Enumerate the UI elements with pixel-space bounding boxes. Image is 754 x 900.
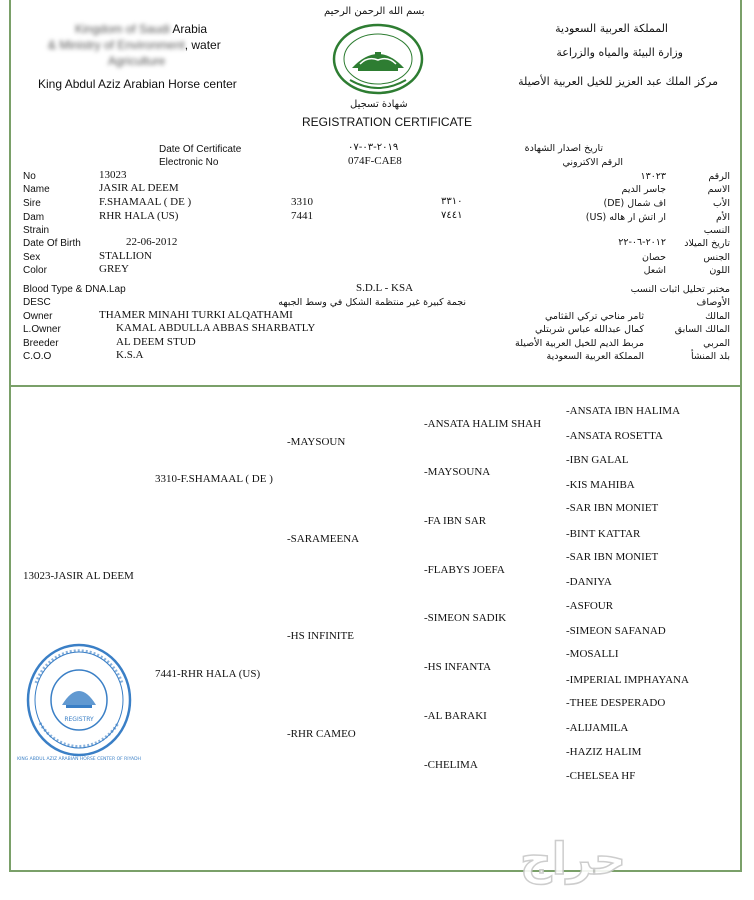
watermark-logo: حراج (520, 834, 626, 885)
owner-label-ar: المالك (705, 311, 730, 322)
pedigree-gen2: -RHR CAMEO (287, 728, 356, 740)
field-extra-dam: 7441 (291, 210, 313, 222)
pedigree-gen4: -SAR IBN MONIET (566, 551, 659, 563)
field-extra-ar-dam: ٧٤٤١ (441, 210, 463, 221)
desc-label: DESC (23, 297, 51, 308)
registry-stamp (26, 643, 132, 757)
pedigree-gen4: -IMPERIAL IMPHAYANA (566, 674, 689, 686)
field-label-ar-sex: الجنس (703, 252, 730, 263)
pedigree-gen4: -BINT KATTAR (566, 528, 641, 540)
date-label-ar: تاريخ اصدار الشهادة (524, 143, 603, 154)
pedigree-gen4: -KIS MAHIBA (566, 479, 635, 491)
pedigree-gen4: -ANSATA ROSETTA (566, 430, 663, 442)
owner-label: Owner (23, 311, 53, 322)
field-value-color: GREY (99, 263, 129, 275)
pedigree-gen3: -HS INFANTA (424, 661, 492, 673)
desc-label-ar: الأوصاف (696, 297, 730, 308)
pedigree-gen4: -ALIJAMILA (566, 722, 629, 734)
field-value-sire: F.SHAMAAL ( DE ) (99, 196, 192, 208)
header-left-line1-clear: Arabia (172, 22, 208, 36)
blood-label: Blood Type & DNA.Lap (23, 284, 126, 295)
field-label-no: No (23, 171, 36, 182)
field-label-ar-sire: الأب (712, 198, 730, 209)
pedigree-gen4: -DANIYA (566, 576, 612, 588)
electronic-label-ar: الرقم الاكتروني (562, 157, 623, 168)
electronic-value: 074F-CAE8 (348, 155, 402, 167)
field-value-ar-sex: حصان (642, 252, 666, 263)
owner-value: THAMER MINAHI TURKI ALQATHAMI (99, 309, 293, 321)
field-label-ar-name: الاسم (707, 184, 730, 195)
header-right-line1: المملكة العربية السعودية (555, 22, 668, 35)
pedigree-gen2: -MAYSOUN (287, 436, 346, 448)
breeder-value: AL DEEM STUD (116, 336, 196, 348)
pedigree-gen4: -THEE DESPERADO (566, 697, 666, 709)
date-label: Date Of Certificate (159, 144, 242, 155)
field-label-ar-dam: الأم (716, 212, 730, 223)
electronic-label: Electronic No (159, 157, 219, 168)
lowner-label-ar: المالك السابق (674, 324, 730, 335)
header-right-line2: وزارة البيئة والمياه والزراعة (556, 46, 683, 59)
pedigree-gen3: -FA IBN SAR (424, 515, 487, 527)
coo-label-ar: بلد المنشأ (690, 351, 730, 362)
field-label-sex: Sex (23, 252, 41, 263)
blood-label-ar: مختبر تحليل اثبات النسب (630, 284, 730, 295)
stamp-center-text: REGISTRY (64, 716, 94, 723)
title-english: REGISTRATION CERTIFICATE (302, 115, 473, 129)
lowner-value-ar: كمال عبدالله عباس شربتلي (535, 324, 644, 335)
field-value-ar-name: جاسر الديم (621, 184, 666, 195)
field-extra-ar-sire: ٣٣١٠ (441, 196, 463, 207)
field-value-ar-color: اشعل (643, 265, 666, 276)
lowner-value: KAMAL ABDULLA ABBAS SHARBATLY (116, 322, 316, 334)
pedigree-gen3: -ANSATA HALIM SHAH (424, 418, 542, 430)
pedigree-gen3: -SIMEON SADIK (424, 612, 507, 624)
breeder-value-ar: مربط الديم للخيل العربية الأصيلة (515, 338, 644, 349)
header-left-line1-blurred: Kingdom of Saudi (75, 22, 170, 36)
section-divider (9, 385, 742, 387)
pedigree-dam: 7441-RHR HALA (US) (155, 668, 261, 680)
title-arabic: شهادة تسجيل (350, 99, 408, 110)
pedigree-gen4: -HAZIZ HALIM (566, 746, 642, 758)
field-label-ar-no: الرقم (708, 171, 730, 182)
ministry-logo (330, 20, 426, 98)
field-label-strain: Strain (23, 225, 50, 236)
field-label-ar-dob: تاريخ الميلاد (684, 238, 730, 249)
pedigree-sire: 3310-F.SHAMAAL ( DE ) (155, 473, 273, 485)
field-label-sire: Sire (23, 198, 41, 209)
owner-value-ar: ثامر مناحي تركي القثامي (544, 311, 644, 322)
pedigree-gen4: -IBN GALAL (566, 454, 629, 466)
coo-value: K.S.A (116, 349, 144, 361)
pedigree-gen4: -ANSATA IBN HALIMA (566, 405, 681, 417)
field-label-dob: Date Of Birth (23, 238, 81, 249)
field-label-ar-strain: النسب (703, 225, 730, 236)
stamp-ring-text: KING ABDUL AZIZ ARABIAN HORSE CENTER OF RIYADH (17, 757, 141, 762)
pedigree-gen3: -FLABYS JOEFA (424, 564, 505, 576)
field-extra-sire: 3310 (291, 196, 313, 208)
pedigree-gen4: -SIMEON SAFANAD (566, 625, 666, 637)
pedigree-gen2: -HS INFINITE (287, 630, 354, 642)
field-value-ar-sire: اف شمال (DE) (603, 198, 666, 209)
field-label-name: Name (23, 184, 50, 195)
coo-label: C.O.O (23, 351, 52, 362)
pedigree-gen3: -MAYSOUNA (424, 466, 491, 478)
header-left-line1 (75, 22, 207, 36)
breeder-label: Breeder (23, 338, 59, 349)
header-left-line3: Agriculture (108, 54, 166, 68)
pedigree-gen3: -CHELIMA (424, 759, 478, 771)
header-right-line3: مركز الملك عبد العزيز للخيل العربية الأصيلة (518, 75, 718, 88)
pedigree-gen4: -MOSALLI (566, 648, 619, 660)
field-value-no: 13023 (99, 169, 127, 181)
pedigree-horse: 13023-JASIR AL DEEM (23, 570, 134, 582)
pedigree-gen3: -AL BARAKI (424, 710, 487, 722)
field-value-dam: RHR HALA (US) (99, 210, 179, 222)
field-label-ar-color: اللون (709, 265, 730, 276)
pedigree-gen4: -SAR IBN MONIET (566, 502, 659, 514)
header-left-line2 (48, 38, 221, 52)
field-value-ar-no: ١٣٠٢٣ (640, 171, 666, 182)
field-value-dob: 22-06-2012 (126, 236, 178, 248)
pedigree-gen4: -CHELSEA HF (566, 770, 636, 782)
pedigree-gen4: -ASFOUR (566, 600, 614, 612)
breeder-label-ar: المربي (703, 338, 730, 349)
pedigree-gen2: -SARAMEENA (287, 533, 360, 545)
lowner-label: L.Owner (23, 324, 61, 335)
field-value-sex: STALLION (99, 250, 152, 262)
header-center-name: King Abdul Aziz Arabian Horse center (38, 77, 237, 91)
field-label-dam: Dam (23, 212, 45, 223)
field-label-color: Color (23, 265, 47, 276)
header-left-line2-clear: , water (184, 38, 221, 52)
field-value-name: JASIR AL DEEM (99, 182, 179, 194)
blood-value: S.D.L - KSA (356, 282, 414, 294)
field-value-ar-dob: ٢٠١٢-٠٦-٢٢ (618, 237, 666, 248)
field-value-ar-dam: ار اتش ار هاله (US) (585, 212, 666, 223)
date-value: ٢٠١٩-٠٣-٠٧ (348, 142, 399, 153)
basmala: بسم الله الرحمن الرحيم (324, 6, 425, 17)
coo-value-ar: المملكة العربية السعودية (546, 351, 644, 362)
desc-value: نجمة كبيرة غير منتظمة الشكل في وسط الجبهه (278, 297, 466, 308)
header-left-line2-blurred: & Ministry of Environment (48, 38, 185, 52)
